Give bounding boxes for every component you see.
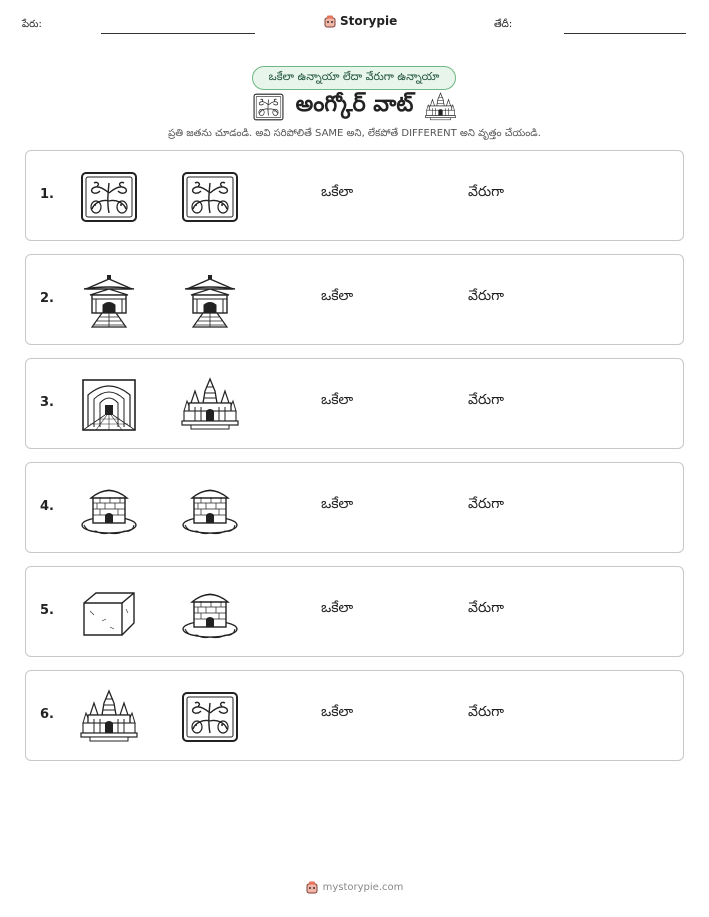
- question-number: 6.: [40, 707, 54, 722]
- same-option[interactable]: ఒకేలా: [321, 704, 354, 720]
- question-row: [25, 254, 684, 345]
- footer: [0, 881, 709, 894]
- same-option[interactable]: ఒకేలా: [321, 392, 354, 408]
- question-number: 2.: [40, 291, 54, 306]
- stone-hut-icon: [80, 481, 138, 537]
- carved-panel-icon: [253, 92, 284, 122]
- stone-hut-icon: [181, 481, 239, 537]
- different-option[interactable]: వేరుగా: [468, 288, 504, 304]
- question-number: 4.: [40, 499, 54, 514]
- temple-gate-icon: [80, 273, 138, 329]
- instructions: ప్రతి జతను చూడండి. అవి సరిపోలితే SAME అని, లేకపోతే DIFFERENT అని వృత్తం చేయండి.: [168, 128, 541, 139]
- different-option[interactable]: వేరుగా: [468, 704, 504, 720]
- page-title: అంగ్కోర్ వాట్: [295, 92, 414, 117]
- brand: [324, 14, 397, 28]
- same-option[interactable]: ఒకేలా: [321, 184, 354, 200]
- angkor-temple-icon: [80, 689, 138, 745]
- corridor-icon: [80, 377, 138, 433]
- storypie-logo-icon: [324, 15, 336, 28]
- worksheet-type-badge: ఒకేలా ఉన్నాయా లేదా వేరుగా ఉన్నాయా: [252, 66, 456, 90]
- question-number: 3.: [40, 395, 54, 410]
- different-option[interactable]: వేరుగా: [468, 392, 504, 408]
- date-label: తేదీ:: [494, 19, 513, 30]
- name-label: పేరు:: [22, 19, 42, 30]
- carved-panel-icon: [181, 689, 239, 745]
- question-row: [25, 670, 684, 761]
- temple-gate-icon: [181, 273, 239, 329]
- different-option[interactable]: వేరుగా: [468, 184, 504, 200]
- brand-name: Storypie: [340, 14, 398, 28]
- stone-block-icon: [80, 585, 138, 641]
- footer-url[interactable]: mystorypie.com: [322, 882, 404, 893]
- question-row: [25, 150, 684, 241]
- question-number: 1.: [40, 187, 54, 202]
- title-row: [0, 92, 709, 122]
- same-option[interactable]: ఒకేలా: [321, 496, 354, 512]
- question-row: [25, 566, 684, 657]
- stone-hut-icon: [181, 585, 239, 641]
- carved-panel-icon: [181, 169, 239, 225]
- question-row: [25, 358, 684, 449]
- question-row: [25, 462, 684, 553]
- storypie-logo-icon: [306, 881, 318, 894]
- same-option[interactable]: ఒకేలా: [321, 600, 354, 616]
- angkor-temple-icon: [425, 92, 456, 122]
- different-option[interactable]: వేరుగా: [468, 496, 504, 512]
- different-option[interactable]: వేరుగా: [468, 600, 504, 616]
- name-field-line[interactable]: [101, 33, 255, 34]
- same-option[interactable]: ఒకేలా: [321, 288, 354, 304]
- question-number: 5.: [40, 603, 54, 618]
- date-field-line[interactable]: [564, 33, 686, 34]
- angkor-temple-icon: [181, 377, 239, 433]
- carved-panel-icon: [80, 169, 138, 225]
